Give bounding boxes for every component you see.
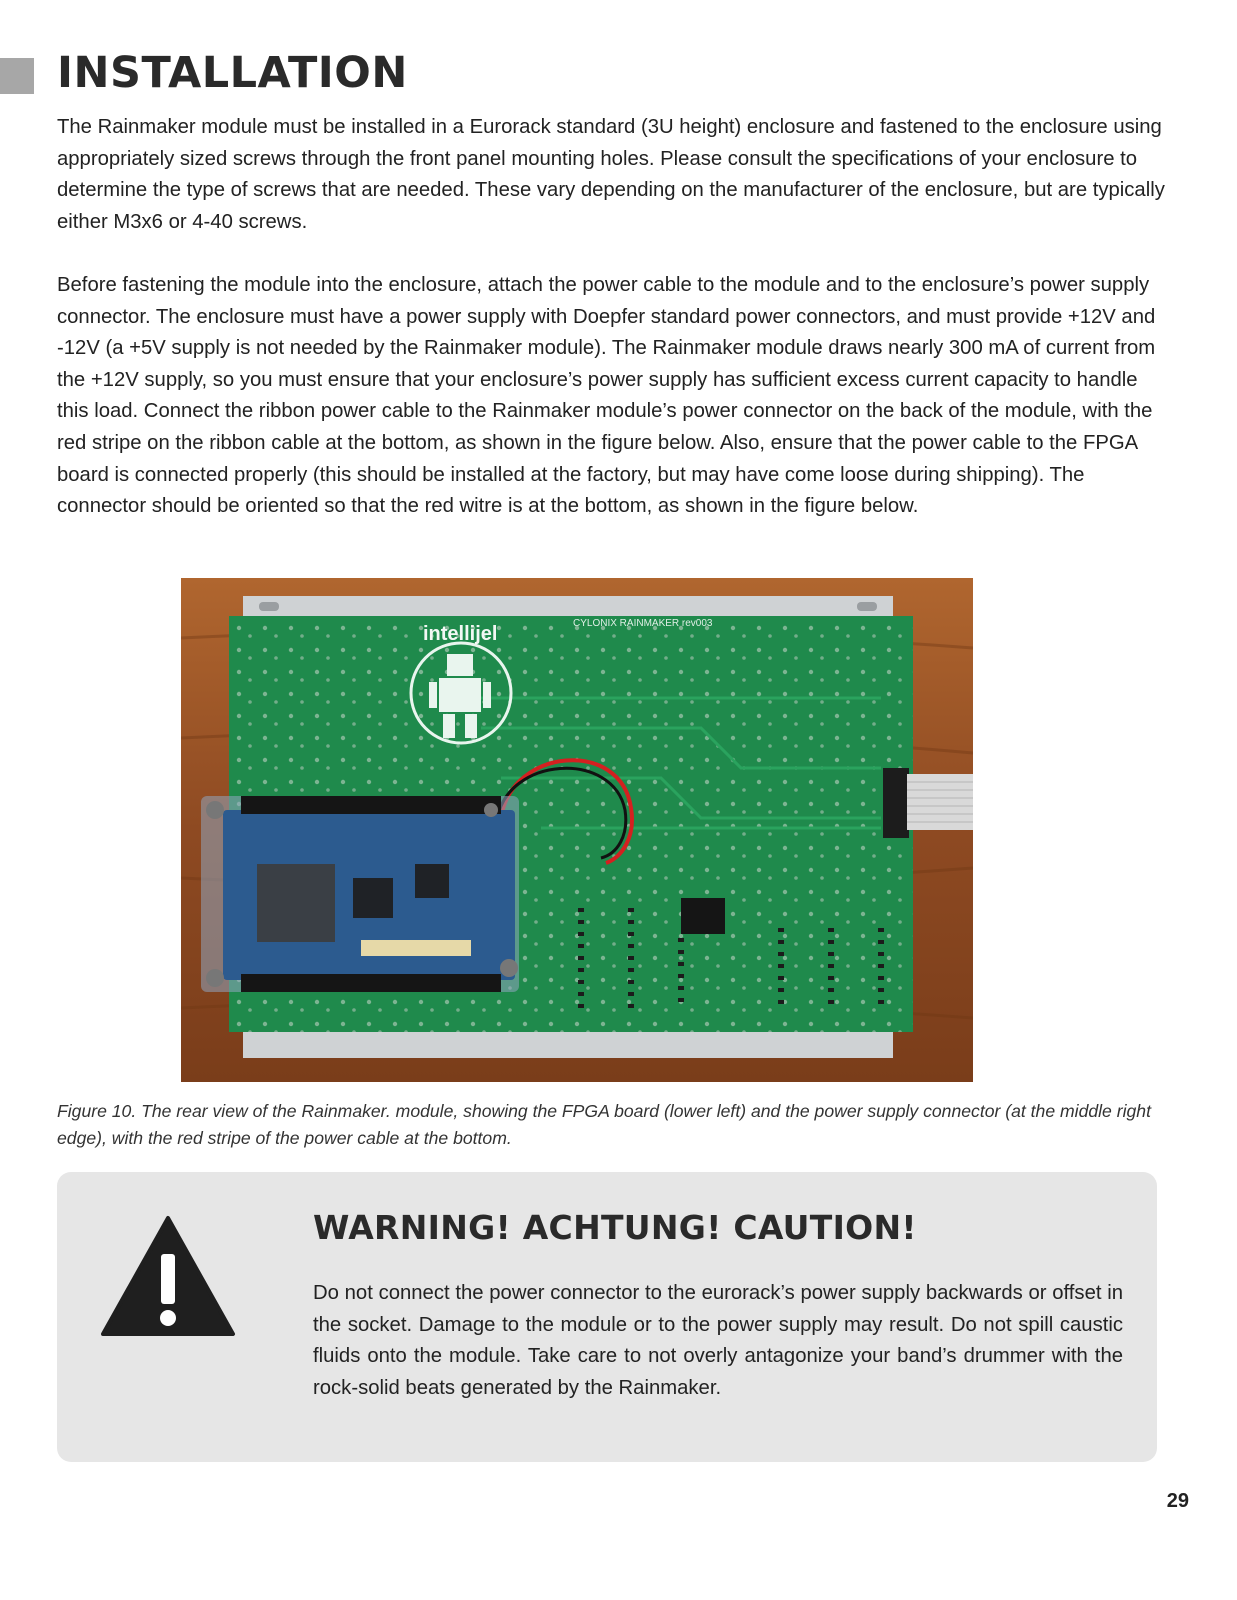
figure-photo: [181, 578, 973, 1082]
paragraph-mounting: The Rainmaker module must be installed in a Eurorack standard (3U height) enclosure and fastened to the enclosure using appropriately sized screws through the front panel mounting holes. Please consult the specifications of your enclosure to determine the type of screws that are needed. These vary depending on the manufacturer of the enclosure, but are typically either M3x6 or 4-40 screws.: [57, 116, 1165, 233]
page-heading: INSTALLATION: [57, 48, 408, 98]
figure-caption: Figure 10. The rear view of the Rainmaker. module, showing the FPGA board (lower left) and the power supply connector (at the middle right edge), with the red stripe of the power cable at the bottom.: [57, 1101, 1151, 1148]
power-connector: [883, 768, 909, 838]
warning-title: WARNING! ACHTUNG! CAUTION!: [313, 1208, 917, 1247]
section-marker: [0, 58, 34, 94]
warning-text: Do not connect the power connector to the eurorack’s power supply backwards or offset in the socket. Damage to the module or to the power supply may result. Do not spill caustic fluids onto the module. Take care to not overly antagonize your band’s drummer with the rock-solid beats generated by the Rainmaker.: [313, 1282, 1123, 1399]
paragraph-power: Before fastening the module into the enclosure, attach the power cable to the module and to the enclosure’s power supply connector. The enclosure must have a power supply with Doepfer standard power connectors, and must provide +12V and -12V (a +5V supply is not needed by the Rainmaker module). The Rainmaker module draws nearly 300 mA of current from the +12V supply, so you must ensure that your enclosure’s power supply has sufficient excess current capacity to handle this load. Connect the ribbon power cable to the Rainmaker module’s power connector on the back of the module, with the red stripe on the ribbon cable at the bottom, as shown in the figure below. Also, ensure that the power cable to the FPGA board is connected properly (this should be installed at the factory, but may have come loose during shipping). The connector should be oriented so that the red witre is at the bottom, as shown in the figure below.: [57, 274, 1156, 518]
fpga-chip: [257, 864, 335, 942]
warning-triangle-icon: [99, 1214, 237, 1338]
page-number: 29: [1166, 1490, 1189, 1512]
warning-box: [57, 1172, 1157, 1462]
board-label-text: CYLONIX RAINMAKER rev003: [573, 618, 713, 629]
board-logo-text: intellijel: [423, 623, 498, 645]
